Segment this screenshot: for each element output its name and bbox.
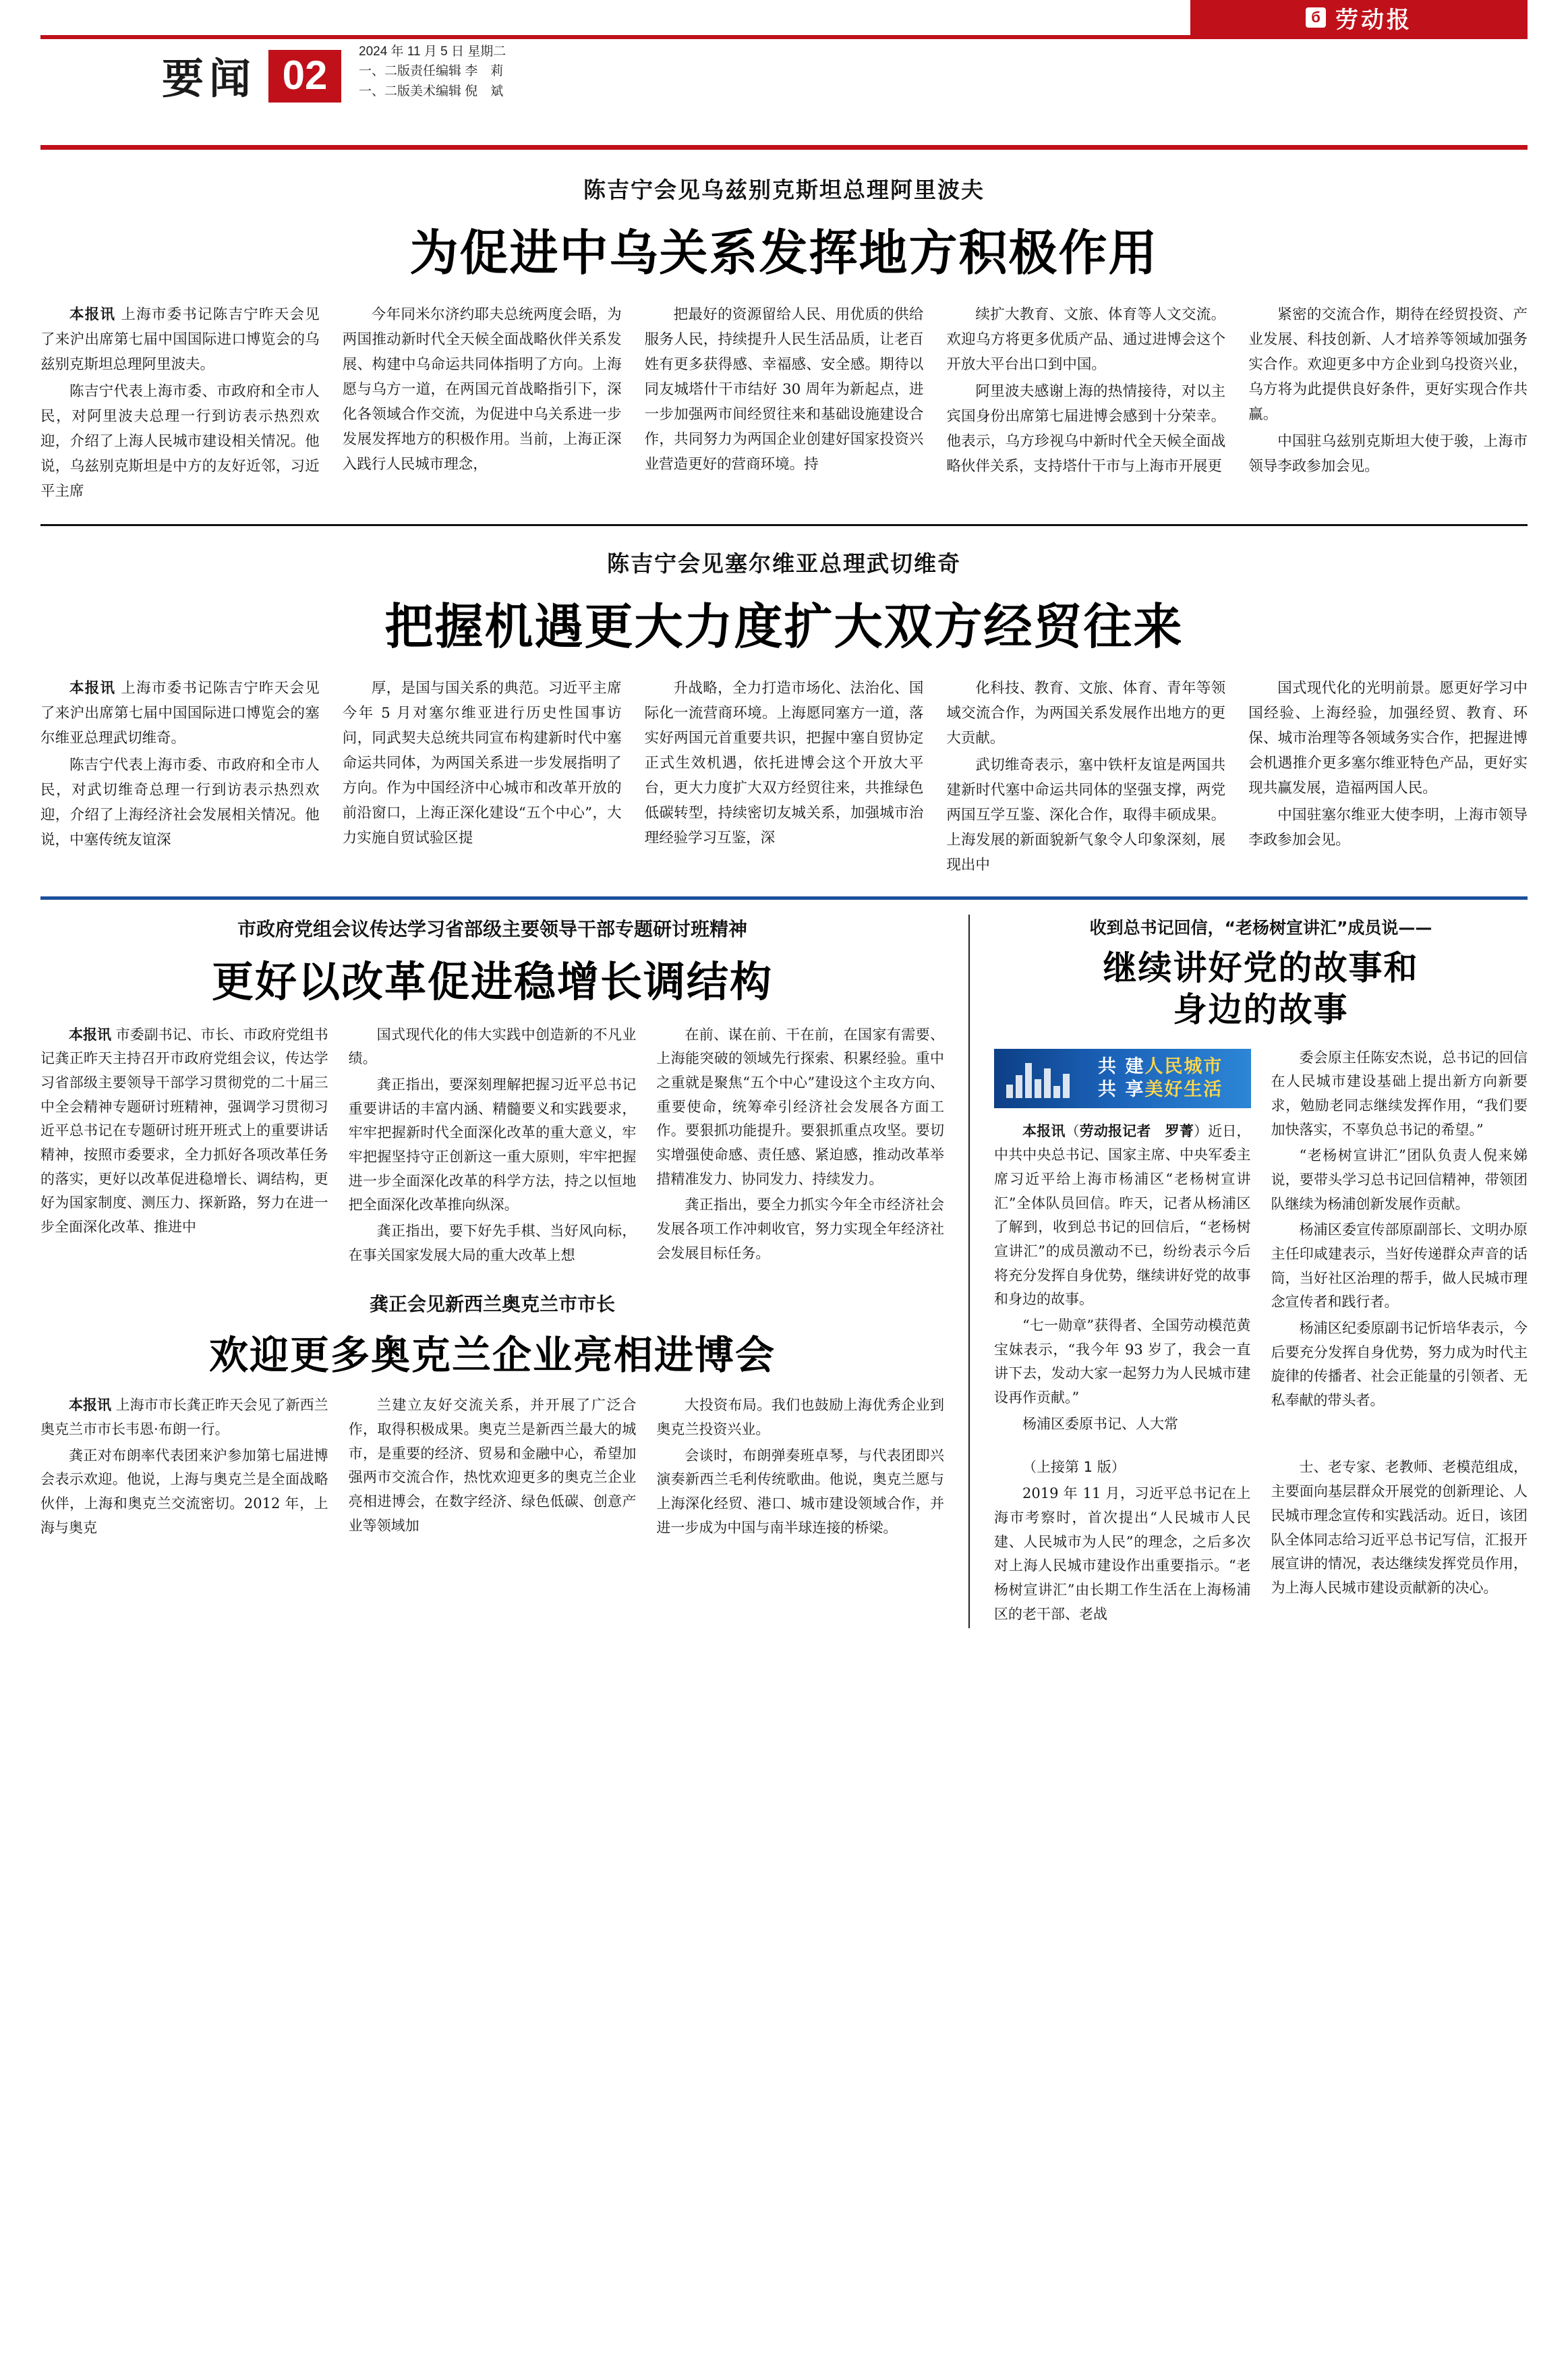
- article5-col-1: [994, 1046, 1251, 1439]
- promo-line2-a: 共 享: [1098, 1079, 1145, 1100]
- article-gov-party-meeting: [40, 915, 944, 1270]
- masthead-meta: [359, 42, 506, 103]
- article3-col-1: 本报讯 市委副书记、市长、市政府党组书记龚正昨天主持召开市政府党组会议，传达学习省部级主要领导干部学习贯彻党的二十届三中全会精神专题研讨班精神，强调学习贯彻习近平总书记在专题研讨班开班式上的重要讲话精神，按照市委要求，全力抓好各项改革任务的落实，更好以改革促进稳增长、调结构，更好为国家制度、测压力、探新路，努力在进一步全面深化改革、推进中: [40, 1026, 328, 1235]
- article5-shoulder: 收到总书记回信，“老杨树宣讲汇”成员说——: [1089, 917, 1432, 938]
- designer-credit: 一、二版美术编辑 倪 斌: [359, 84, 504, 98]
- article1-shoulder: 陈吉宁会见乌兹别克斯坦总理阿里波夫: [583, 177, 985, 203]
- article5-col1-text: 本报讯（劳动报记者 罗菁）近日，中共中央总书记、国家主席、中央军委主席习近平给上海市杨浦区“老杨树宣讲汇”全体队员回信。昨天，记者从杨浦区了解到，收到总书记的回信后，“老杨树宣讲汇”的成员激动不已，纷纷表示今后将充分发挥自身优势，继续讲好党的故事和身边的故事。 “七一勋章”获得者、全国劳动模范黄宝妹表示，“我今年 93 岁了，我会一直讲下去，发动大家一起努力为人民城市建设再作贡献。” 杨浦区委原书记、人大常: [994, 1122, 1251, 1432]
- promo-line1-b: 人民城市: [1144, 1056, 1223, 1077]
- section-divider-blue: [40, 896, 1528, 900]
- article-laoyangshu: [994, 915, 1528, 1629]
- article4-body: [40, 1394, 944, 1542]
- article2-col-2: 厚，是国与国关系的典范。习近平主席今年 5 月对塞尔维亚进行历史性国事访问，同武契夫总统共同宣布构建新时代中塞命运共同体，为两国关系进一步发展指明了方向。作为中国经济中心城市和改革开放的前沿窗口，上海正深化建设“五个中心”，大力实施自贸试验区提: [342, 679, 622, 846]
- article2-col-1: 本报讯 上海市委书记陈吉宁昨天会见了来沪出席第七届中国国际进口博览会的塞尔维亚总理武切维奇。 陈吉宁代表上海市委、市政府和全市人民，对武切维奇总理一行到访表示热烈欢迎，介绍了上海经济社会发展相关情况。他说，中塞传统友谊深: [40, 679, 320, 849]
- article2-col-4: 化科技、教育、文旅、体育、青年等领域交流合作，为两国关系发展作出地方的更大贡献。 武切维奇表示，塞中铁杆友谊是两国共建新时代塞中命运共同体的坚强支撑，两党两国互学互鉴、深化合作，取得丰硕成果。上海发展的新面貌新气象令人印象深刻，展现出中: [946, 679, 1226, 873]
- article4-shoulder: 龚正会见新西兰奥克兰市市长: [369, 1293, 615, 1316]
- article5-headline: 继续讲好党的故事和 身边的故事: [1103, 947, 1419, 1029]
- article5-continuation: [994, 1456, 1528, 1628]
- issue-date: 2024 年 11 月 5 日 星期二: [359, 45, 506, 59]
- publication-name: 劳动报: [1335, 6, 1412, 34]
- logo-mark-icon: б: [1306, 7, 1326, 28]
- article2-headline: 把握机遇更大力度扩大双方经贸往来: [384, 597, 1184, 655]
- continuation-note: （上接第 1 版）: [1022, 1459, 1126, 1476]
- article1-col-3: 把最好的资源留给人民、用优质的供给服务人民，持续提升人民生活品质，让老百姓有更多获得感、幸福感、安全感。期待以同友城塔什干市结好 30 周年为新起点，进一步加强两市间经贸往来和基础设施建设合作，共同努力为两国企业创建好国家投资兴业营造更好的营商环境。持: [644, 306, 924, 473]
- article4-col-2: 兰建立友好交流关系，并开展了广泛合作，取得积极成果。奥克兰是新西兰最大的城市，是重要的经济、贸易和金融中心，希望加强两市交流合作，热忱欢迎更多的奥克兰企业亮相进博会，在数字经济、绿色低碳、创意产业等领域加: [348, 1397, 637, 1534]
- article4-col-1: 本报讯 上海市市长龚正昨天会见了新西兰奥克兰市市长韦恩·布朗一行。 龚正对布朗率代表团来沪参加第七届进博会表示欢迎。他说，上海与奥克兰是全面战略伙伴，上海和奥克兰交流密切。2012 年，上海与奥克: [40, 1397, 328, 1536]
- article1-col-1: 本报讯 上海市委书记陈吉宁昨天会见了来沪出席第七届中国国际进口博览会的乌兹别克斯坦总理阿里波夫。 陈吉宁代表上海市委、市政府和全市人民，对阿里波夫总理一行到访表示热烈欢迎，介绍了上海人民城市建设相关情况。他说，乌兹别克斯坦是中方的友好近邻，习近平主席: [40, 306, 320, 500]
- bottom-section: [40, 915, 1528, 1629]
- bottom-left-column: [40, 915, 944, 1629]
- masthead-top-rule: [40, 35, 1528, 39]
- article1-headline: 为促进中乌关系发挥地方积极作用: [409, 224, 1159, 281]
- editor-credit: 一、二版责任编辑 李 莉: [359, 64, 504, 79]
- article5-cont-col-1: [994, 1456, 1251, 1628]
- article4-col-3: 大投资布局。我们也鼓励上海优秀企业到奥克兰投资兴业。 会谈时，布朗弹奏班卓琴，与代表团即兴演奏新西兰毛利传统歌曲。他说，奥克兰愿与上海深化经贸、港口、城市建设领域合作，并进一步成为中国与南半球连接的桥梁。: [656, 1397, 945, 1536]
- vertical-divider: [968, 915, 970, 1629]
- article1-col-4: 续扩大教育、文旅、体育等人文交流。欢迎乌方将更多优质产品、通过进博会这个开放大平台出口到中国。 阿里波夫感谢上海的热情接待，对以主宾国身份出席第七届进博会感到十分荣幸。他表示，乌方珍视乌中新时代全天候全面战略伙伴关系，支持塔什干市与上海市开展更: [946, 306, 1226, 475]
- section-title: 要闻: [162, 54, 257, 104]
- article3-headline: 更好以改革促进稳增长调结构: [211, 956, 773, 1006]
- article1-col-2: 今年同米尔济约耶夫总统两度会晤，为两国推动新时代全天候全面战略伙伴关系发展、构建中乌命运共同体指明了方向。上海愿与乌方一道，在两国元首战略指引下，深化各领域合作交流，为促进中乌关系进一步发展发挥地方的积极作用。当前，上海正深入践行人民城市理念，: [342, 306, 622, 473]
- article5-body: [994, 1046, 1528, 1439]
- article5-cont-col1-text: 2019 年 11 月，习近平总书记在上海市考察时，首次提出“人民城市人民建、人民城市为人民”的理念，之后多次对上海人民城市建设作出重要指示。“老杨树宣讲汇”由长期工作生活在上海杨浦区的老干部、老战: [994, 1485, 1251, 1622]
- article2-col-5: 国式现代化的光明前景。愿更好学习中国经验、上海经验，加强经贸、教育、环保、城市治理等各领域务实合作，把握进博会机遇推介更多塞尔维亚特色产品，更好实现共赢发展，造福两国人民。 中国驻塞尔维亚大使李明，上海市领导李政参加会见。: [1248, 679, 1528, 849]
- promo-banner-peoples-city: [994, 1049, 1251, 1108]
- article4-headline: 欢迎更多奥克兰企业亮相进博会: [208, 1332, 776, 1379]
- article5-cont-col-2: 士、老专家、老教师、老模范组成，主要面向基层群众开展党的创新理论、人民城市理念宣传和实践活动。近日，该团队全体同志给习近平总书记写信，汇报开展宣讲的情况，表达继续发挥党员作用，为上海人民城市建设贡献新的决心。: [1271, 1459, 1528, 1596]
- bottom-right-column: [994, 915, 1528, 1629]
- promo-banner-text: [1098, 1056, 1223, 1101]
- article2-col-3: 升战略，全力打造市场化、法治化、国际化一流营商环境。上海愿同塞方一道，落实好两国元首重要共识，把握中塞自贸协定正式生效机遇，依托进博会这个开放大平台，更大力度扩大双方经贸往来，共推绿色低碳转型，持续密切友城关系，加强城市治理经验学习互鉴，深: [644, 679, 924, 846]
- article2-body: [40, 677, 1528, 880]
- promo-line2-b: 美好生活: [1144, 1079, 1223, 1100]
- page-number: 02: [268, 50, 341, 103]
- promo-line1-a: 共 建: [1098, 1056, 1145, 1077]
- article1-col-5: 紧密的交流合作，期待在经贸投资、产业发展、科技创新、人才培养等领域加强务实合作。欢迎更多中方企业到乌投资兴业，乌方将为此提供良好条件，更好实现合作共赢。 中国驻乌兹别克斯坦大使于骏，上海市领导李政参加会见。: [1248, 306, 1528, 475]
- masthead: [40, 0, 1528, 150]
- article3-body: [40, 1023, 944, 1270]
- article3-col-2: 国式现代化的伟大实践中创造新的不凡业绩。 龚正指出，要深刻理解把握习近平总书记重要讲话的丰富内涵、精髓要义和实践要求，牢牢把握新时代全面深化改革的重大意义，牢牢把握坚持守正创新这一重大原则，牢牢把握进一步全面深化改革的科学方法，持之以恒地把全面深化改革推向纵深。 龚正指出，要下好先手棋、当好风向标，在事关国家发展大局的重大改革上想: [348, 1026, 637, 1263]
- masthead-left-group: [162, 42, 506, 103]
- article3-shoulder: 市政府党组会议传达学习省部级主要领导干部专题研讨班精神: [237, 917, 747, 940]
- article-chen-serbia: [40, 546, 1528, 880]
- skyline-icon: [1006, 1059, 1087, 1098]
- article-divider-1: [40, 524, 1528, 526]
- publication-logo: [1190, 0, 1528, 35]
- article3-col-3: 在前、谋在前、干在前，在国家有需要、上海能突破的领域先行探索、积累经验。重中之重就是聚焦“五个中心”建设这个主攻方向、重要使命，统筹牵引经济社会发展各方面工作。要狠抓功能提升。要狠抓重点攻坚。要切实增强使命感、责任感、紧迫感，推动改革举措精准发力、协同发力、持续发力。 龚正指出，要全力抓实今年全市经济社会发展各项工作冲刺收官，努力实现全年经济社会发展目标任务。: [656, 1026, 945, 1261]
- article2-shoulder: 陈吉宁会见塞尔维亚总理武切维奇: [607, 550, 961, 577]
- article1-body: [40, 303, 1528, 507]
- article-gongzheng-auckland: [40, 1290, 944, 1542]
- article5-col-2: 委会原主任陈安杰说，总书记的回信在人民城市建设基础上提出新方向新要求，勉励老同志继续发挥作用，“我们要加快落实，不辜负总书记的希望。” “老杨树宣讲汇”团队负责人倪来娣说，要带头学习总书记回信精神，带领团队继续为杨浦创新发展作贡献。 杨浦区委宣传部原副部长、文明办原主任印咸建表示，当好传递群众声音的话筒，当好社区治理的帮手，做人民城市理念宣传者和践行者。 杨浦区纪委原副书记忻培华表示，今后要充分发挥自身优势，努力成为时代主旋律的传播者、社会正能量的引领者、无私奉献的带头者。: [1271, 1049, 1528, 1409]
- article-chen-uzbekistan: [40, 173, 1528, 507]
